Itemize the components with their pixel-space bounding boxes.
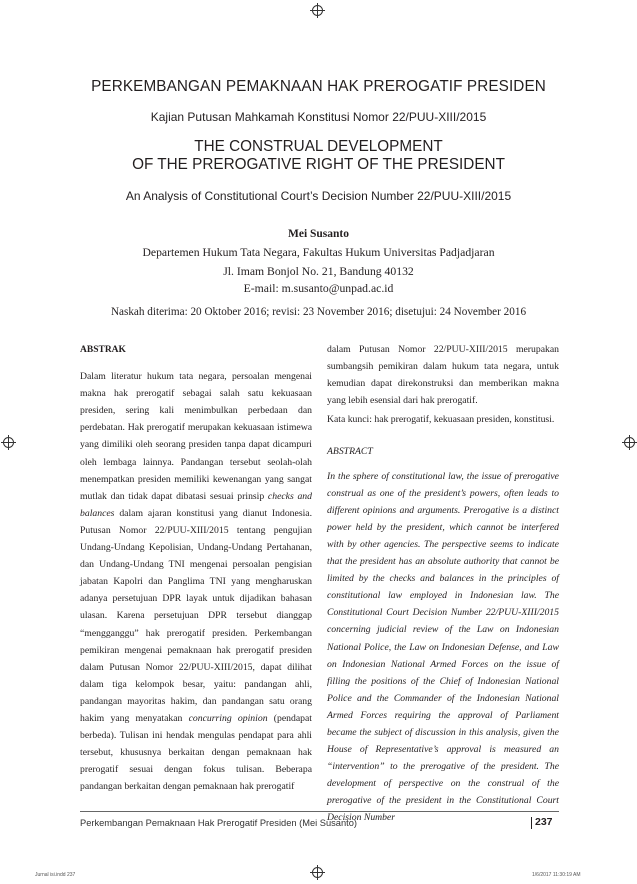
subtitle-indonesian: Kajian Putusan Mahkamah Konstitusi Nomor 22/PUU-XIII/2015 <box>150 110 487 124</box>
author-email: E-mail: m.susanto@unpad.ac.id <box>243 282 394 295</box>
running-title: Perkembangan Pemaknaan Hak Prerogatif Presiden (Mei Susanto) <box>80 818 357 828</box>
registration-mark-top <box>312 5 323 16</box>
title-english-line2: OF THE PREROGATIVE RIGHT OF THE PRESIDENT <box>132 156 505 173</box>
abstrak-body: Dalam literatur hukum tata negara, persoalan mengenai makna hak prerogatif sebagai salah satu kekuasaan presiden, sering kali menimbulkan perbedaan dan perdebatan. Hak prerogatif merupakan kekuasaan istimewa yang dimiliki oleh seorang presiden tanpa dapat dicampuri oleh lembaga lainnya. Pandangan tersebut seolah-olah menempatkan presiden memiliki kewenangan yang sangat mutlak dan tidak dapat dibatasi sesuai prinsip checks and balances dalam ajaran konstitusi yang dianut Indonesia. Putusan Nomor 22/PUU-XIII/2015 tentang pengujian Undang-Undang Kepolisian, Undang-Undang Pertahanan, dan Undang-Undang TNI mengenai persoalan pengisian jabatan Kapolri dan Panglima TNI yang mengharuskan adanya persetujuan DPR layak untuk dijadikan bahasan ulasan. Karena persetujuan DPR tersebut dianggap “mengganggu” hak prerogatif presiden. Perkembangan pemikiran mengenai pemaknaan hak prerogatif presiden dalam Putusan Nomor 22/PUU-XIII/2015, dapat dilihat dalam tiga kelompok besar, yaitu: pandangan ahli, pandangan mayoritas hakim, dan pandangan satu orang hakim yang menyatakan concurring opinion (pendapat berbeda). Tulisan ini hendak mengulas pendapat para ahli tersebut, khususnya berkaitan dengan pemaknaan hak prerogatif sesuai dengan fokus tulisan. Beberapa pandangan berkaitan dengan pemaknaan hak prerogatif <box>80 371 312 793</box>
author-name: Mei Susanto <box>287 228 350 240</box>
submission-dates: Naskah diterima: 20 Oktober 2016; revisi: 23 November 2016; disetujui: 24 November 2016 <box>110 306 527 318</box>
registration-mark-left <box>3 437 14 448</box>
abstract-body: In the sphere of constitutional law, the issue of prerogative construal as one of the president’s powers, often leads to different opinions and arguments. Prerogative is a distinct power held by the president, which cannot be interfered with by other agencies. The perspective seems to indicate that the president has an absolute authority that cannot be limited by the checks and balances in the principles of constitutional law employed in Indonesian law. The Constitutional Court Decision Number 22/PUU-XIII/2015 concerning judicial review of the Law on Indonesian National Police, the Law on Indonesian Defense, and Law on Indonesian National Armed Forces on the issue of filling the positions of the Chief of Indonesian National Police and the Commander of the Indonesian National Armed Forces requiring the approval of Parliament became the subject of discussion in this analysis, given the House of Representative’s approval is measured an “intervention” to the prerogative of the president. The development of perspective on the construal of the prerogative of the president in the Constitutional Court Decision Number <box>327 470 559 824</box>
author-affiliation: Departemen Hukum Tata Negara, Fakultas Hukum Universitas Padjadjaran <box>142 246 495 259</box>
abstrak-heading: ABSTRAK <box>80 345 126 355</box>
author-address: Jl. Imam Bonjol No. 21, Bandung 40132 <box>223 265 414 278</box>
keywords: Kata kunci: hak prerogatif, kekuasaan presiden, konstitusi. <box>327 414 555 426</box>
print-slug-right: 1/6/2017 11:30:19 AM <box>532 872 581 878</box>
subtitle-english: An Analysis of Constitutional Court’s Decision Number 22/PUU-XIII/2015 <box>125 189 512 203</box>
footer-rule <box>80 811 559 812</box>
abstract-heading: ABSTRACT <box>327 446 373 458</box>
abstrak-column <box>80 342 312 795</box>
registration-mark-right <box>624 437 635 448</box>
abstrak-continued: dalam Putusan Nomor 22/PUU-XIII/2015 merupakan sumbangsih pemikiran dalam hukum tata negara, untuk kemudian dapat direkonstruksi dan memberikan makna yang lebih esensial dari hak prerogatif. <box>327 344 559 407</box>
page-number: 237 <box>535 816 553 828</box>
abstract-column <box>327 341 559 827</box>
print-slug-left: Jurnal isi.indd 237 <box>35 872 76 878</box>
title-indonesian: PERKEMBANGAN PEMAKNAAN HAK PREROGATIF PRESIDEN <box>91 78 546 95</box>
registration-mark-bottom <box>312 867 323 878</box>
title-english-line1: THE CONSTRUAL DEVELOPMENT <box>194 138 443 155</box>
